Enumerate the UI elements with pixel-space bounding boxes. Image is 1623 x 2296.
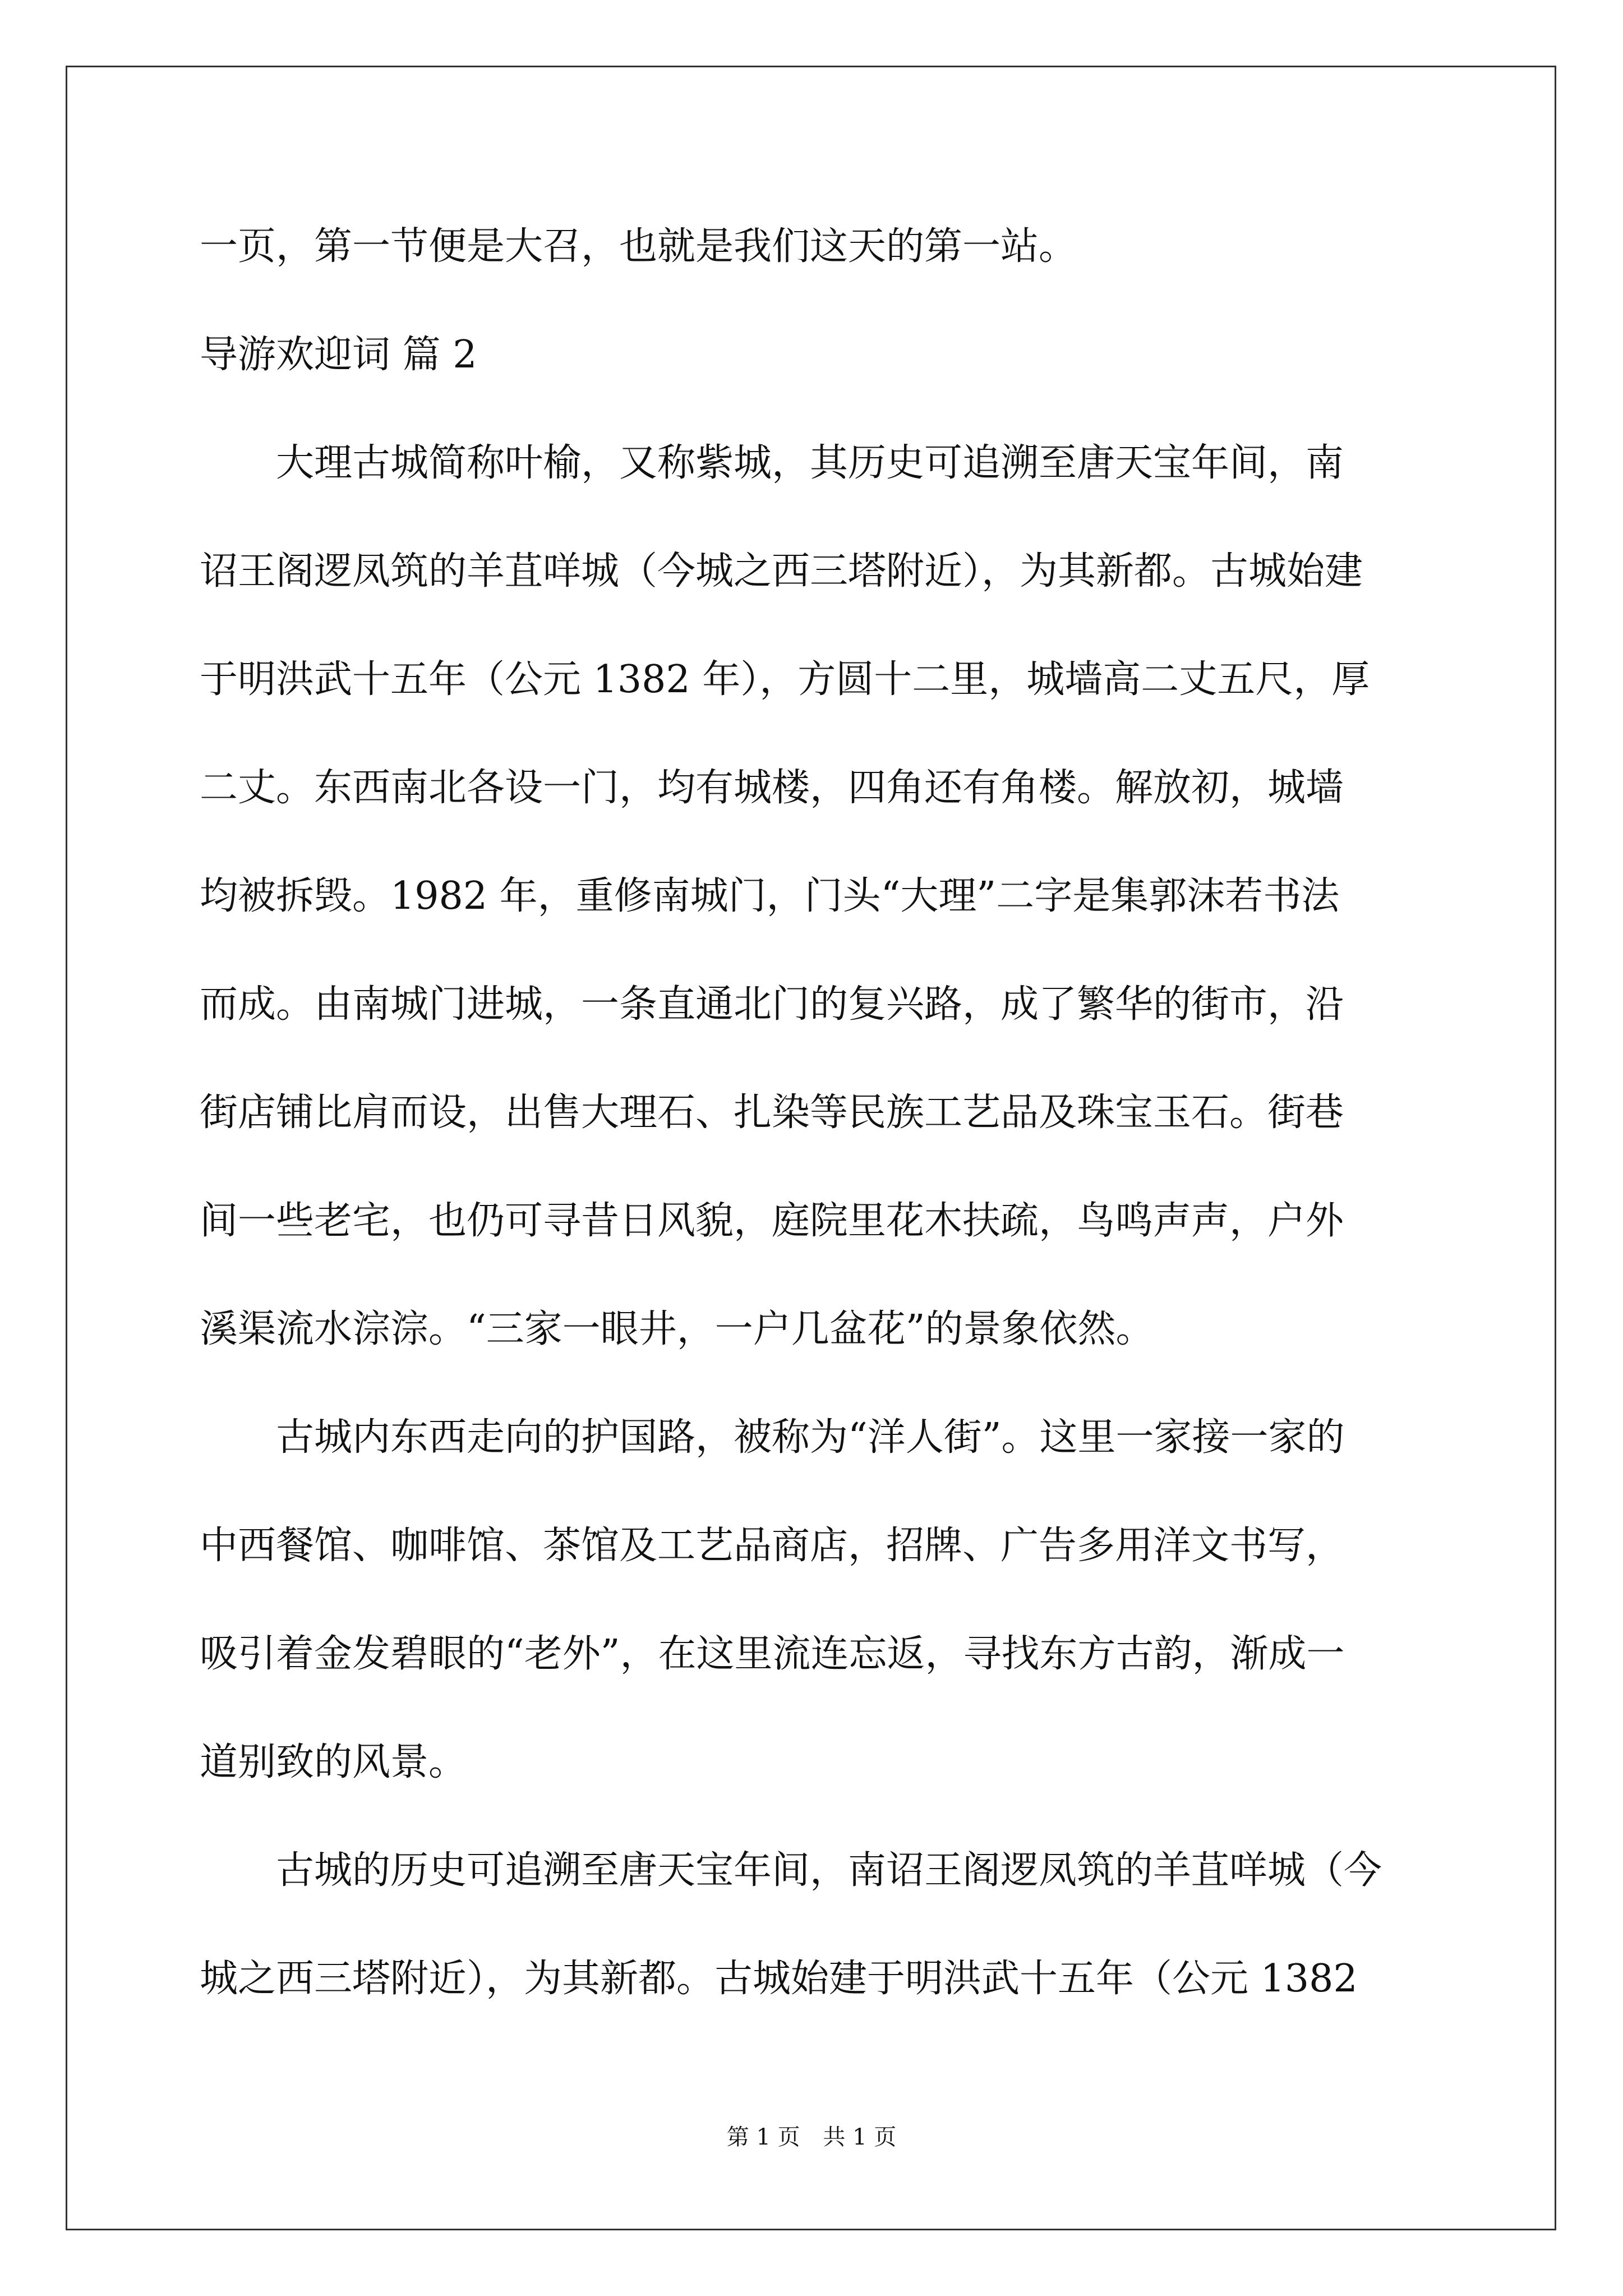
text-line: 间一些老宅，也仍可寻昔日风貌，庭院里花木扶疏，鸟鸣声声，户外 (200, 1199, 1344, 1243)
section-heading: 导游欢迎词 篇 2 (200, 333, 477, 377)
text-line: 于明洪武十五年（公元 1382 年），方圆十二里，城墙高二丈五尺，厚 (200, 657, 1370, 702)
text-line: 大理古城简称叶榆，又称紫城，其历史可追溯至唐天宝年间，南 (200, 441, 1344, 485)
text-line: 街店铺比肩而设，出售大理石、扎染等民族工艺品及珠宝玉石。街巷 (200, 1091, 1344, 1135)
text-line: 中西餐馆、咖啡馆、茶馆及工艺品商店，招牌、广告多用洋文书写， (200, 1524, 1344, 1568)
page-number: 第 1 页 (726, 2124, 800, 2150)
text-line: 均被拆毁。1982 年，重修南城门，门头“大理”二字是集郭沫若书法 (200, 874, 1340, 918)
text-line: 诏王阁逻凤筑的羊苴咩城（今城之西三塔附近），为其新都。古城始建 (200, 549, 1363, 593)
text-line: 古城内东西走向的护国路，被称为“洋人街”。这里一家接一家的 (200, 1415, 1345, 1460)
text-line: 吸引着金发碧眼的“老外”，在这里流连忘返，寻找东方古韵，渐成一 (200, 1632, 1345, 1676)
text-line: 古城的历史可追溯至唐天宝年间，南诏王阁逻凤筑的羊苴咩城（今 (200, 1848, 1382, 1893)
text-line: 道别致的风景。 (200, 1740, 467, 1784)
text-line: 而成。由南城门进城，一条直通北门的复兴路，成了繁华的街市，沿 (200, 982, 1344, 1027)
page-border (66, 66, 1556, 2230)
text-line: 二丈。东西南北各设一门，均有城楼，四角还有角楼。解放初，城墙 (200, 766, 1344, 810)
text-line: 城之西三塔附近），为其新都。古城始建于明洪武十五年（公元 1382 (200, 1957, 1358, 2001)
text-line: 一页，第一节便是大召，也就是我们这天的第一站。 (200, 224, 1077, 269)
text-line: 溪渠流水淙淙。“三家一眼井，一户几盆花”的景象依然。 (200, 1307, 1154, 1351)
page-total: 共 1 页 (823, 2124, 897, 2150)
page-footer (0, 2120, 1623, 2154)
